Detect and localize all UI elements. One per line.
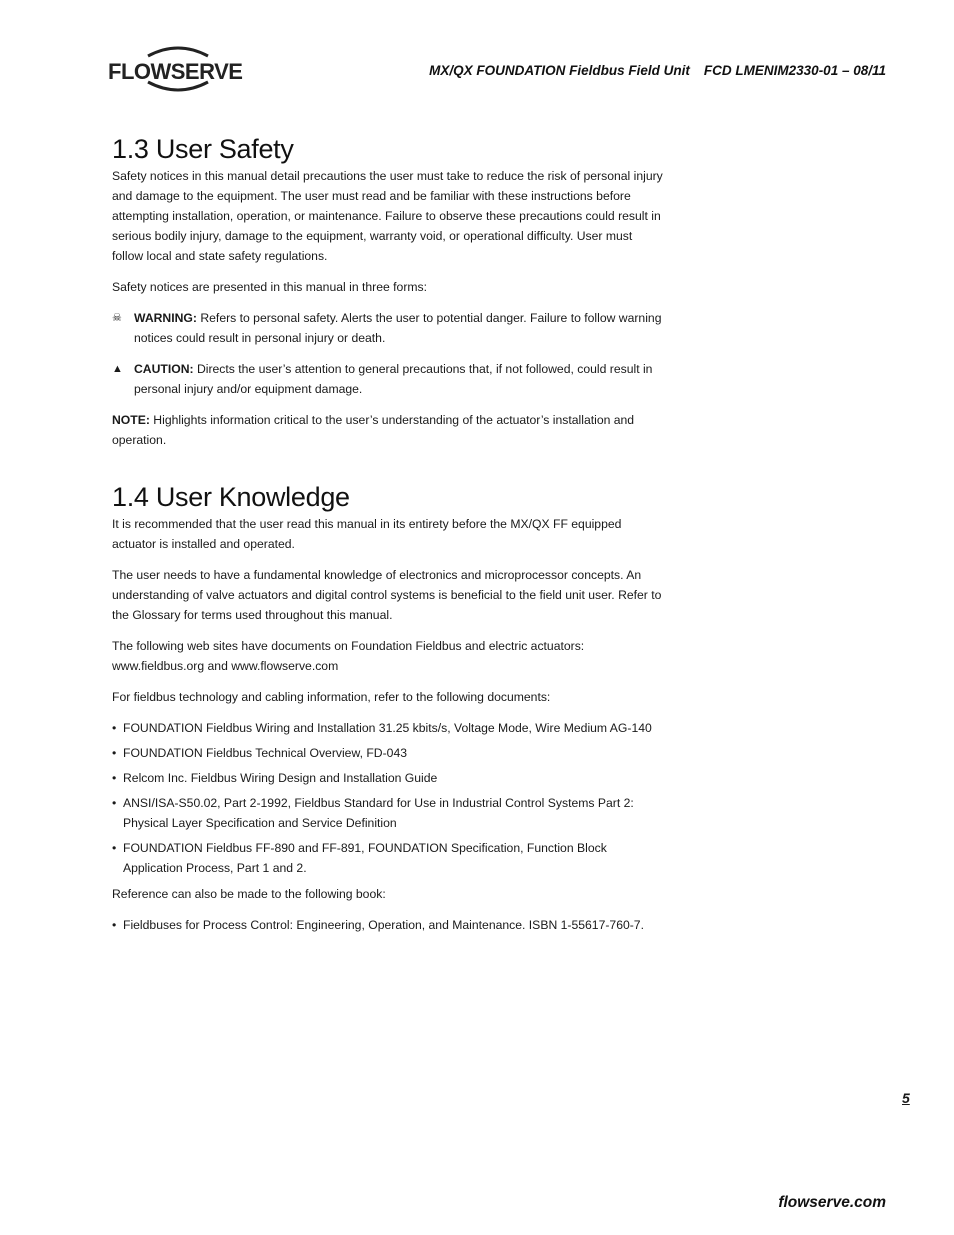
caution-text: Directs the user’s attention to general precautions that, if not followed, could result in personal injury and/or equipment damage. [134,362,653,396]
skull-crossbones-icon: ☠ [112,312,122,324]
caution-notice [112,359,664,399]
main-content [112,132,664,941]
document-header [429,63,886,78]
list-item: • FOUNDATION Fieldbus FF-890 and FF-891, FOUNDATION Specification, Function Block Application Process, Part 1 and 2. [112,838,664,878]
note-label: NOTE: [112,413,150,427]
footer-website: flowserve.com [778,1194,886,1211]
knowledge-paragraph-1: It is recommended that the user read this manual in its entirety before the MX/QX FF equipped actuator is installed and operated. [112,517,622,551]
flowserve-logo [108,42,248,96]
logo-wordmark: FLOWSERVE [108,59,243,84]
note-paragraph [112,410,664,450]
document-title: MX/QX FOUNDATION Fieldbus Field Unit [429,63,690,78]
safety-intro-paragraph: Safety notices in this manual detail precautions the user must take to reduce the risk of personal injury and damage to the equipment. The user must read and be familiar with these instructions before attempting installation, operation, or maintenance. Failure to observe these precautions could result in serious bodily injury, damage to the equipment, warranty void, or operational difficulty. User must follow local and state safety regulations. [112,169,663,263]
knowledge-paragraph-2: The user needs to have a fundamental knowledge of electronics and microprocessor concepts. An understanding of valve actuators and digital control systems is beneficial to the field unit user. Refer to the Glossary for terms used throughout this manual. [112,568,662,622]
documents-list [112,718,664,878]
list-item: • FOUNDATION Fieldbus Wiring and Installation 31.25 kbits/s, Voltage Mode, Wire Medium AG-140 [112,718,664,738]
section-heading-user-safety: 1.3 User Safety [112,134,294,164]
document-code: FCD LMENIM2330-01 – 08/11 [703,63,886,78]
warning-text: Refers to personal safety. Alerts the user to potential danger. Failure to follow warning notices could result in personal injury or death. [134,311,662,345]
list-item: • Fieldbuses for Process Control: Engineering, Operation, and Maintenance. ISBN 1-55617-760-7. [112,915,664,935]
list-item: • Relcom Inc. Fieldbus Wiring Design and Installation Guide [112,768,664,788]
warning-label: WARNING: [134,311,197,325]
page-number: 5 [902,1090,910,1106]
list-item: • FOUNDATION Fieldbus Technical Overview, FD-043 [112,743,664,763]
book-intro-paragraph: Reference can also be made to the following book: [112,887,386,901]
caution-label: CAUTION: [134,362,194,376]
warning-notice [112,308,664,348]
list-item: • ANSI/ISA-S50.02, Part 2-1992, Fieldbus Standard for Use in Industrial Control Systems Part 2: Physical Layer Specification and Service Definition [112,793,664,833]
books-list [112,915,664,935]
safety-forms-paragraph: Safety notices are presented in this manual in three forms: [112,280,428,294]
note-text: Highlights information critical to the user’s understanding of the actuator’s installation and operation. [112,413,635,447]
knowledge-paragraph-4: For fieldbus technology and cabling information, refer to the following documents: [112,690,551,704]
section-heading-user-knowledge: 1.4 User Knowledge [112,482,350,512]
knowledge-paragraph-3: The following web sites have documents on Foundation Fieldbus and electric actuators: www.fieldbus.org and www.flowserve.com [112,639,585,673]
warning-triangle-icon: ▲ [112,363,123,375]
